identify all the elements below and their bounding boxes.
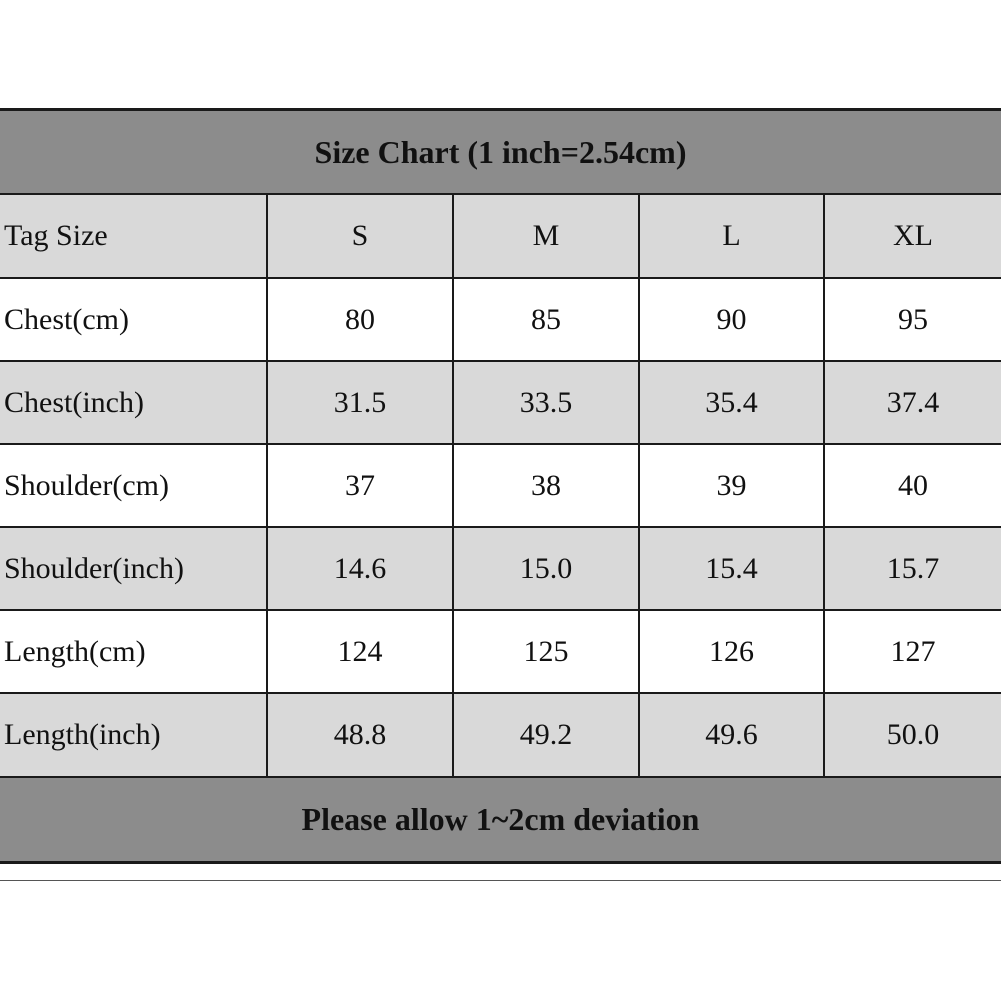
value-cell: 49.2: [453, 693, 639, 776]
value-cell: 48.8: [267, 693, 453, 776]
size-chart: [0, 108, 1001, 864]
value-cell: 125: [453, 610, 639, 693]
table-row: [0, 693, 1001, 776]
value-cell: 90: [639, 278, 824, 361]
value-cell: 38: [453, 444, 639, 527]
size-header-cell: S: [267, 195, 453, 278]
header-label-cell: Tag Size: [0, 195, 267, 278]
table-row: [0, 527, 1001, 610]
value-cell: 80: [267, 278, 453, 361]
row-label-cell: Shoulder(inch): [0, 527, 267, 610]
table-row: [0, 444, 1001, 527]
size-header-cell: M: [453, 195, 639, 278]
row-label-cell: Shoulder(cm): [0, 444, 267, 527]
row-label-cell: Chest(inch): [0, 361, 267, 444]
value-cell: 35.4: [639, 361, 824, 444]
value-cell: 39: [639, 444, 824, 527]
chart-title: Size Chart (1 inch=2.54cm): [0, 111, 1001, 195]
bottom-divider: [0, 880, 1001, 881]
value-cell: 85: [453, 278, 639, 361]
value-cell: 127: [824, 610, 1001, 693]
header-row: [0, 195, 1001, 278]
value-cell: 49.6: [639, 693, 824, 776]
row-label-cell: Chest(cm): [0, 278, 267, 361]
value-cell: 37: [267, 444, 453, 527]
value-cell: 15.0: [453, 527, 639, 610]
deviation-note: Please allow 1~2cm deviation: [0, 776, 1001, 861]
value-cell: 124: [267, 610, 453, 693]
value-cell: 15.7: [824, 527, 1001, 610]
value-cell: 126: [639, 610, 824, 693]
value-cell: 40: [824, 444, 1001, 527]
value-cell: 15.4: [639, 527, 824, 610]
value-cell: 14.6: [267, 527, 453, 610]
value-cell: 50.0: [824, 693, 1001, 776]
row-label-cell: Length(cm): [0, 610, 267, 693]
value-cell: 31.5: [267, 361, 453, 444]
row-label-cell: Length(inch): [0, 693, 267, 776]
value-cell: 33.5: [453, 361, 639, 444]
table-row: [0, 278, 1001, 361]
size-header-cell: XL: [824, 195, 1001, 278]
size-header-cell: L: [639, 195, 824, 278]
size-table: [0, 195, 1001, 776]
table-row: [0, 610, 1001, 693]
value-cell: 95: [824, 278, 1001, 361]
value-cell: 37.4: [824, 361, 1001, 444]
table-row: [0, 361, 1001, 444]
